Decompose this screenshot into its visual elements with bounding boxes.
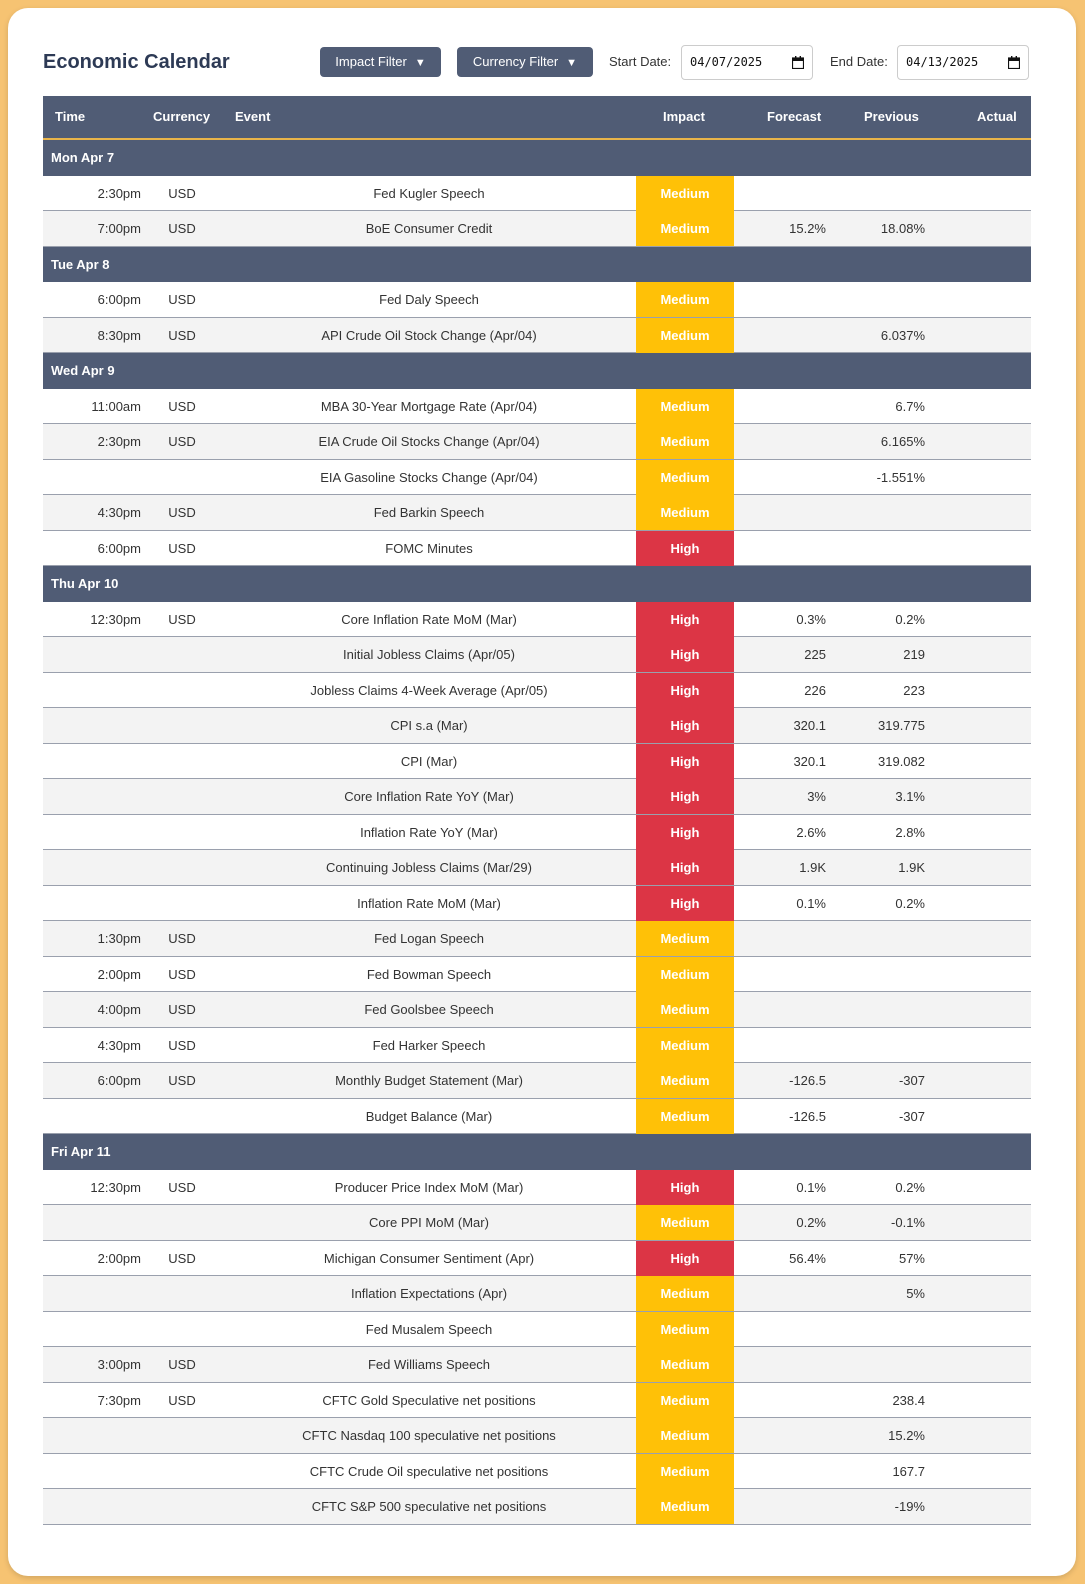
cell-impact: Medium [636,495,734,530]
cell-event: Core PPI MoM (Mar) [369,1215,489,1230]
table-row[interactable] [43,1099,1031,1135]
table-row[interactable] [43,957,1031,993]
table-row[interactable] [43,708,1031,744]
col-impact: Impact [663,109,705,124]
end-date-input[interactable] [897,45,1029,80]
cell-time: 7:30pm [97,1392,141,1408]
currency-filter-label: Currency Filter [472,54,559,69]
cell-impact: Medium [636,424,734,459]
cell-impact: Medium [636,992,734,1027]
cell-currency: USD [168,221,196,236]
cell-currency: USD [168,540,196,556]
cell-event: Fed Logan Speech [374,931,484,946]
cell-impact: Medium [636,1205,734,1240]
cell-time: 12:30pm [90,611,141,627]
cell-previous: 167.7 [892,1463,925,1479]
cell-time: 4:30pm [97,1037,141,1053]
end-date-label: End Date: [830,54,888,69]
cell-forecast: 225 [804,647,826,662]
table-row[interactable] [43,460,1031,496]
calendar-icon[interactable] [792,46,804,79]
cell-previous: -0.1% [891,1215,925,1230]
table-row[interactable] [43,1063,1031,1099]
cell-time: 2:30pm [97,434,141,449]
cell-event: BoE Consumer Credit [365,221,493,236]
cell-previous: 6.7% [895,398,925,414]
cell-impact: High [636,708,734,743]
cell-currency: USD [168,1392,196,1408]
start-date-input[interactable] [681,45,813,80]
cell-impact: High [636,1241,734,1276]
cell-impact: High [636,1170,734,1205]
cell-forecast: 3% [807,789,826,804]
impact-filter-label: Impact Filter [335,54,407,69]
cell-impact: High [636,602,734,637]
cell-currency: USD [168,1002,196,1017]
table-row[interactable] [43,886,1031,922]
cell-impact: Medium [636,1418,734,1453]
table-row[interactable] [43,1489,1031,1525]
cell-currency: USD [168,1250,196,1266]
cell-impact: Medium [636,282,734,317]
cell-impact: Medium [636,1454,734,1489]
cell-previous: 6.165% [880,434,925,449]
table-row[interactable] [43,1276,1031,1312]
cell-time: 1:30pm [97,931,141,946]
col-time: Time [55,109,86,124]
cell-forecast: 0.1% [796,895,826,911]
cell-currency: USD [168,292,196,307]
cell-forecast: 2.6% [796,824,826,840]
cell-event: Inflation Rate MoM (Mar) [357,895,501,911]
cell-forecast: -126.5 [789,1073,826,1088]
table-row[interactable] [43,424,1031,460]
cell-forecast: 56.4% [789,1250,826,1266]
table-row[interactable] [43,531,1031,567]
cell-previous: 6.037% [880,327,925,343]
cell-event: Fed Harker Speech [372,1037,486,1053]
cell-forecast: 320.1 [793,718,826,733]
cell-currency: USD [168,1179,196,1195]
impact-filter-button[interactable] [320,47,441,77]
calendar-card [8,8,1076,1576]
cell-forecast: 1.9K [799,860,826,875]
cell-event: CFTC S&P 500 speculative net positions [311,1499,547,1514]
cell-event: Fed Goolsbee Speech [364,1002,494,1017]
table-row[interactable] [43,1205,1031,1241]
caret-down-icon: ▼ [566,57,578,69]
cell-event: API Crude Oil Stock Change (Apr/04) [321,327,537,343]
cell-impact: High [636,815,734,850]
cell-event: EIA Gasoline Stocks Change (Apr/04) [320,469,538,485]
cell-event: CFTC Gold Speculative net positions [322,1392,536,1408]
start-date-value: 04/07/2025 [690,55,763,69]
table-row[interactable] [43,1454,1031,1490]
cell-currency: USD [168,1037,196,1053]
cell-event: Producer Price Index MoM (Mar) [334,1179,524,1195]
cell-currency: USD [168,1357,196,1372]
cell-previous: 219 [903,647,925,662]
cell-impact: High [636,779,734,814]
table-row[interactable] [43,673,1031,709]
table-row[interactable] [43,495,1031,531]
cell-impact: High [636,850,734,885]
cell-forecast: 0.3% [796,611,826,627]
cell-time: 6:00pm [97,292,141,307]
cell-event: Fed Barkin Speech [373,505,485,520]
table-row[interactable] [43,602,1031,638]
cell-event: CPI s.a (Mar) [390,718,468,733]
cell-currency: USD [168,327,196,343]
cell-forecast: 226 [804,682,826,698]
cell-impact: Medium [636,957,734,992]
col-forecast: Forecast [767,109,822,124]
cell-time: 6:00pm [97,540,141,556]
cell-previous: -1.551% [876,469,925,485]
cell-impact: Medium [636,1312,734,1347]
day-header: Thu Apr 10 [43,566,1031,602]
cell-forecast: -126.5 [789,1108,826,1124]
cell-event: Inflation Rate YoY (Mar) [360,824,498,840]
cell-event: CPI (Mar) [400,753,458,769]
cell-previous: 0.2% [895,611,925,627]
cell-impact: Medium [636,1063,734,1098]
cell-forecast: 0.2% [796,1215,826,1230]
cell-event: Inflation Expectations (Apr) [350,1286,508,1301]
table-row[interactable] [43,211,1031,247]
cell-impact: High [636,637,734,672]
table-row[interactable] [43,1170,1031,1206]
cell-time: 8:30pm [97,327,141,343]
cell-currency: USD [168,505,196,520]
table-row[interactable] [43,176,1031,212]
cell-impact: Medium [636,176,734,211]
cell-currency: USD [168,966,196,982]
cell-event: CFTC Nasdaq 100 speculative net positions [302,1428,556,1443]
cell-event: Fed Bowman Speech [366,966,492,982]
cell-event: EIA Crude Oil Stocks Change (Apr/04) [318,434,540,449]
cell-previous: 0.2% [895,1179,925,1195]
cell-event: Monthly Budget Statement (Mar) [335,1073,523,1088]
col-previous: Previous [864,109,919,124]
cell-event: CFTC Crude Oil speculative net positions [309,1463,549,1479]
table-row[interactable] [43,1418,1031,1454]
cell-impact: High [636,744,734,779]
caret-down-icon: ▼ [414,57,426,69]
cell-previous: 238.4 [892,1392,925,1408]
cell-time: 3:00pm [97,1357,141,1372]
day-header: Tue Apr 8 [43,247,1031,283]
cell-forecast: 15.2% [789,221,826,236]
cell-previous: -19% [894,1499,925,1514]
start-date-label: Start Date: [609,54,672,69]
cell-currency: USD [168,398,196,414]
table-row[interactable] [43,282,1031,318]
cell-previous: 57% [898,1250,925,1266]
day-header: Wed Apr 9 [43,353,1031,389]
cell-event: Core Inflation Rate YoY (Mar) [344,789,514,804]
col-actual: Actual [977,109,1017,124]
cell-currency: USD [168,185,196,201]
cell-previous: 223 [903,682,925,698]
table-row[interactable] [43,389,1031,425]
cell-previous: 0.2% [895,895,925,911]
calendar-table [43,96,1031,1525]
cell-event: Continuing Jobless Claims (Mar/29) [326,860,532,875]
cell-event: Core Inflation Rate MoM (Mar) [341,611,517,627]
cell-time: 7:00pm [97,221,141,236]
cell-impact: Medium [636,1099,734,1134]
cell-event: Fed Williams Speech [367,1357,491,1372]
table-row[interactable] [43,992,1031,1028]
cell-time: 12:30pm [90,1179,141,1195]
cell-currency: USD [168,931,196,946]
cell-impact: Medium [636,921,734,956]
cell-impact: Medium [636,389,734,424]
cell-impact: Medium [636,318,734,353]
cell-previous: -307 [898,1108,925,1124]
cell-currency: USD [168,611,196,627]
cell-impact: High [636,531,734,566]
cell-time: 6:00pm [97,1073,141,1088]
cell-currency: USD [168,434,196,449]
table-row[interactable] [43,921,1031,957]
cell-time: 2:30pm [97,185,141,201]
table-row[interactable] [43,815,1031,851]
cell-previous: 1.9K [898,860,925,875]
cell-time: 4:00pm [97,1002,141,1017]
cell-event: Budget Balance (Mar) [365,1108,493,1124]
cell-currency: USD [168,1073,196,1088]
cell-time: 4:30pm [97,505,141,520]
cell-forecast: 0.1% [796,1179,826,1195]
table-row[interactable] [43,318,1031,354]
currency-filter-button[interactable] [457,47,593,77]
cell-event: Michigan Consumer Sentiment (Apr) [323,1250,535,1266]
table-body [43,140,1031,1525]
cell-event: Fed Daly Speech [379,292,479,307]
table-row[interactable] [43,1383,1031,1419]
cell-forecast: 320.1 [793,753,826,769]
cell-time: 2:00pm [97,966,141,982]
cell-previous: 15.2% [888,1428,925,1443]
cell-impact: Medium [636,1489,734,1524]
cell-event: Initial Jobless Claims (Apr/05) [343,647,515,662]
cell-event: MBA 30-Year Mortgage Rate (Apr/04) [320,398,538,414]
cell-impact: Medium [636,1028,734,1063]
table-row[interactable] [43,850,1031,886]
cell-impact: Medium [636,460,734,495]
cell-event: Fed Kugler Speech [373,185,485,201]
cell-previous: 18.08% [880,221,925,236]
end-date-value: 04/13/2025 [906,55,979,69]
cell-previous: 5% [906,1286,925,1301]
cell-impact: Medium [636,211,734,246]
cell-previous: 3.1% [895,789,925,804]
table-header [43,96,1031,140]
cell-previous: 319.082 [878,753,925,769]
cell-previous: 2.8% [895,824,925,840]
cell-impact: Medium [636,1347,734,1382]
table-row[interactable] [43,637,1031,673]
col-event: Event [235,109,271,124]
cell-previous: -307 [898,1073,925,1088]
day-header: Fri Apr 11 [43,1134,1031,1170]
col-currency: Currency [153,109,211,124]
table-row[interactable] [43,779,1031,815]
calendar-icon[interactable] [1008,46,1020,79]
cell-time: 11:00am [91,398,141,414]
day-header: Mon Apr 7 [43,140,1031,176]
cell-impact: High [636,673,734,708]
table-row[interactable] [43,1347,1031,1383]
table-row[interactable] [43,1241,1031,1277]
table-row[interactable] [43,1312,1031,1348]
cell-previous: 319.775 [878,718,925,733]
table-row[interactable] [43,1028,1031,1064]
cell-impact: Medium [636,1383,734,1418]
cell-time: 2:00pm [97,1250,141,1266]
cell-impact: Medium [636,1276,734,1311]
cell-event: Jobless Claims 4-Week Average (Apr/05) [310,682,548,698]
cell-impact: High [636,886,734,921]
page-title: Economic Calendar [43,51,230,73]
table-row[interactable] [43,744,1031,780]
cell-event: FOMC Minutes [385,540,473,556]
cell-event: Fed Musalem Speech [365,1321,493,1337]
